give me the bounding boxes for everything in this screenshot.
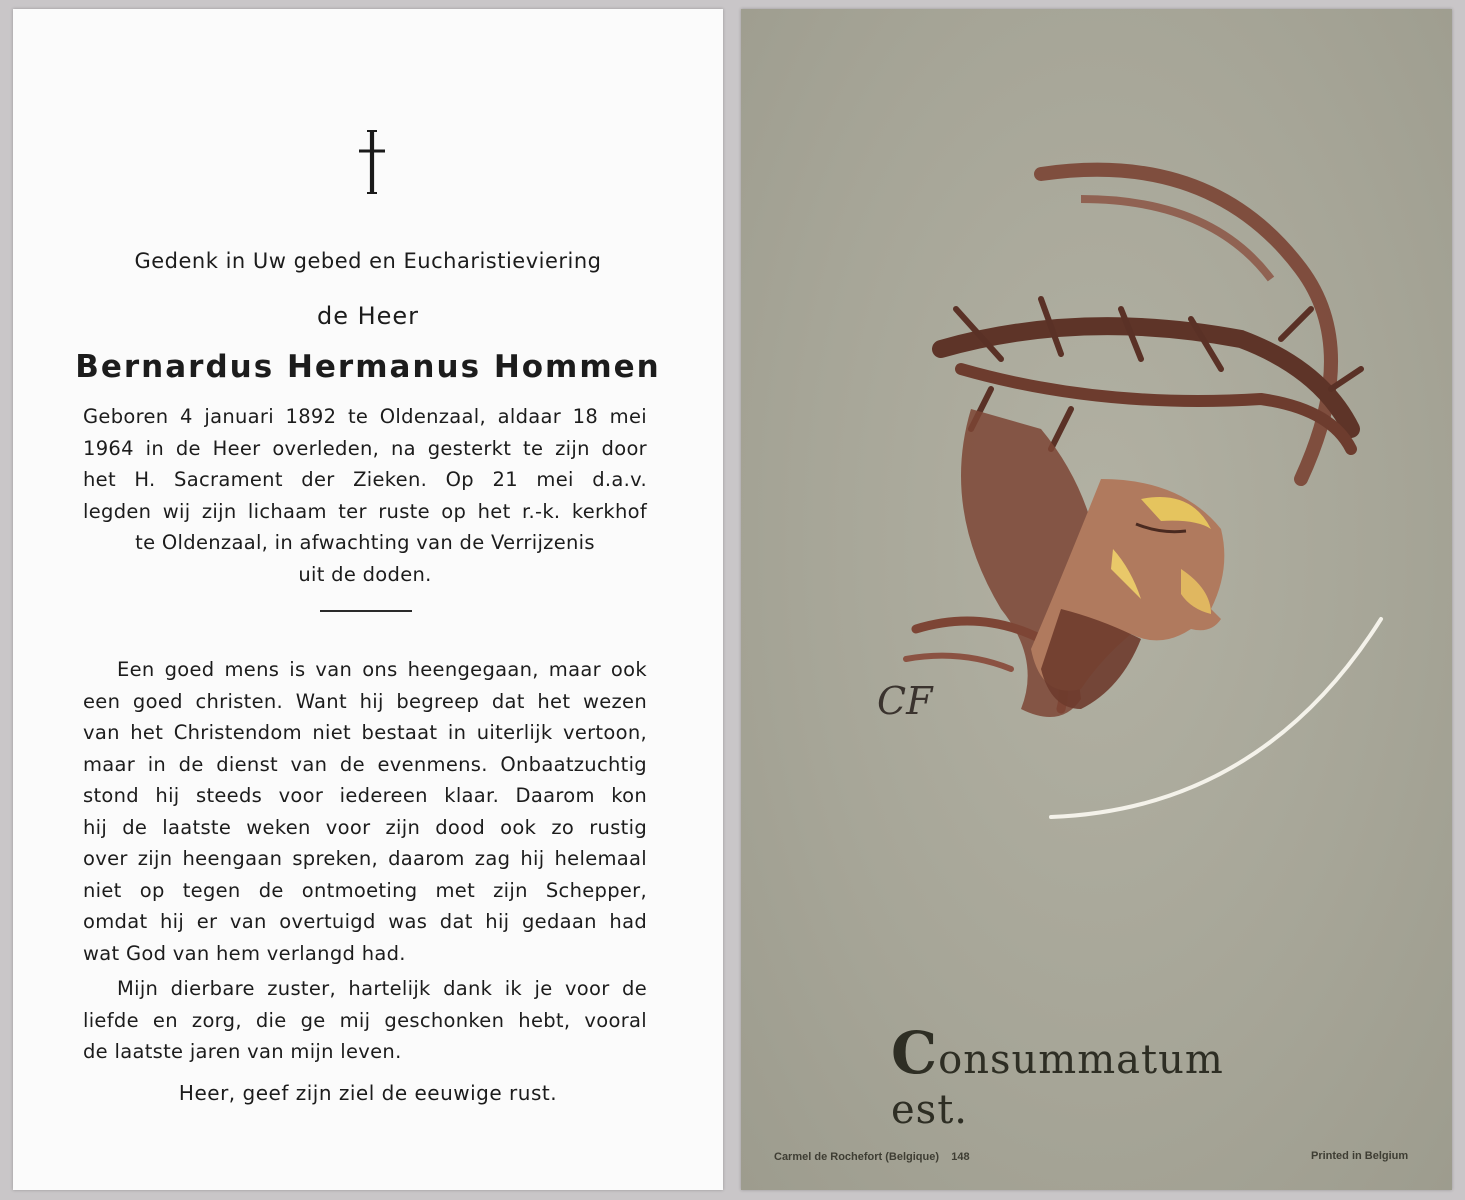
artist-monogram: CF (877, 679, 933, 723)
biography-paragraph (83, 401, 647, 590)
memorial-text-card (13, 9, 723, 1190)
caption-initial: C (891, 1019, 939, 1087)
tribute-line: een goed christen. Want hij begreep dat het wezen (83, 689, 647, 713)
tribute-line: niet op tegen de ontmoeting met zijn Schepper, (83, 878, 647, 902)
bio-line: te Oldenzaal, in afwachting van de Verrijzenis (135, 531, 595, 554)
bio-line: het H. Sacrament der Zieken. Op 21 mei d.a.v. (83, 468, 647, 491)
bio-line: 1964 in de Heer overleden, na gesterkt te zijn door (83, 436, 647, 460)
prayer-intro: Gedenk in Uw gebed en Eucharistieviering (134, 249, 602, 273)
bio-line: uit de doden. (298, 562, 432, 586)
caption-text: onsummatum est. (891, 1037, 1224, 1133)
thanks-paragraph (83, 973, 647, 1068)
tribute-line: maar in de dienst van de evenmens. Onbaatzuchtig (83, 752, 647, 776)
tribute-line: hij de laatste weken voor zijn dood ook zo rustig (83, 815, 647, 839)
tribute-paragraph (83, 654, 647, 969)
tribute-line: wat God van hem verlangd had. (83, 941, 406, 965)
tribute-line: omdat hij er van overtuigd was dat hij gedaan had (83, 910, 647, 933)
publisher-imprint: Carmel de Rochefort (Belgique) 148 (774, 1151, 970, 1163)
deceased-name: Bernardus Hermanus Hommen (75, 349, 661, 385)
cross-icon (355, 129, 389, 195)
tribute-line: over zijn heengaan spreken, daarom zag hij helemaal (83, 847, 647, 870)
tribute-line: Een goed mens is van ons heengegaan, maar ook (117, 658, 647, 681)
divider (320, 610, 412, 612)
bio-line: legden wij zijn lichaam ter ruste op het r.-k. kerkhof (83, 499, 647, 523)
illustration-card (741, 9, 1452, 1190)
tribute-line: van het Christendom niet bestaat in uiterlijk vertoon, (83, 721, 647, 744)
printed-in-label: Printed in Belgium (1311, 1150, 1409, 1162)
christ-crown-of-thorns-illustration (741, 9, 1452, 1190)
thanks-line: Mijn dierbare zuster, hartelijk dank ik je voor de (117, 977, 647, 1000)
honorific-title: de Heer (316, 302, 420, 330)
tribute-line: stond hij steeds voor iedereen klaar. Daarom kon (83, 784, 647, 807)
caption-consummatum-est (891, 1019, 1311, 1133)
thanks-line: de laatste jaren van mijn leven. (83, 1040, 402, 1063)
thanks-line: liefde en zorg, die ge mij geschonken hebt, vooral (83, 1008, 647, 1032)
closing-prayer: Heer, geef zijn ziel de eeuwige rust. (178, 1081, 558, 1105)
bio-line: Geboren 4 januari 1892 te Oldenzaal, aldaar 18 mei (83, 405, 647, 428)
